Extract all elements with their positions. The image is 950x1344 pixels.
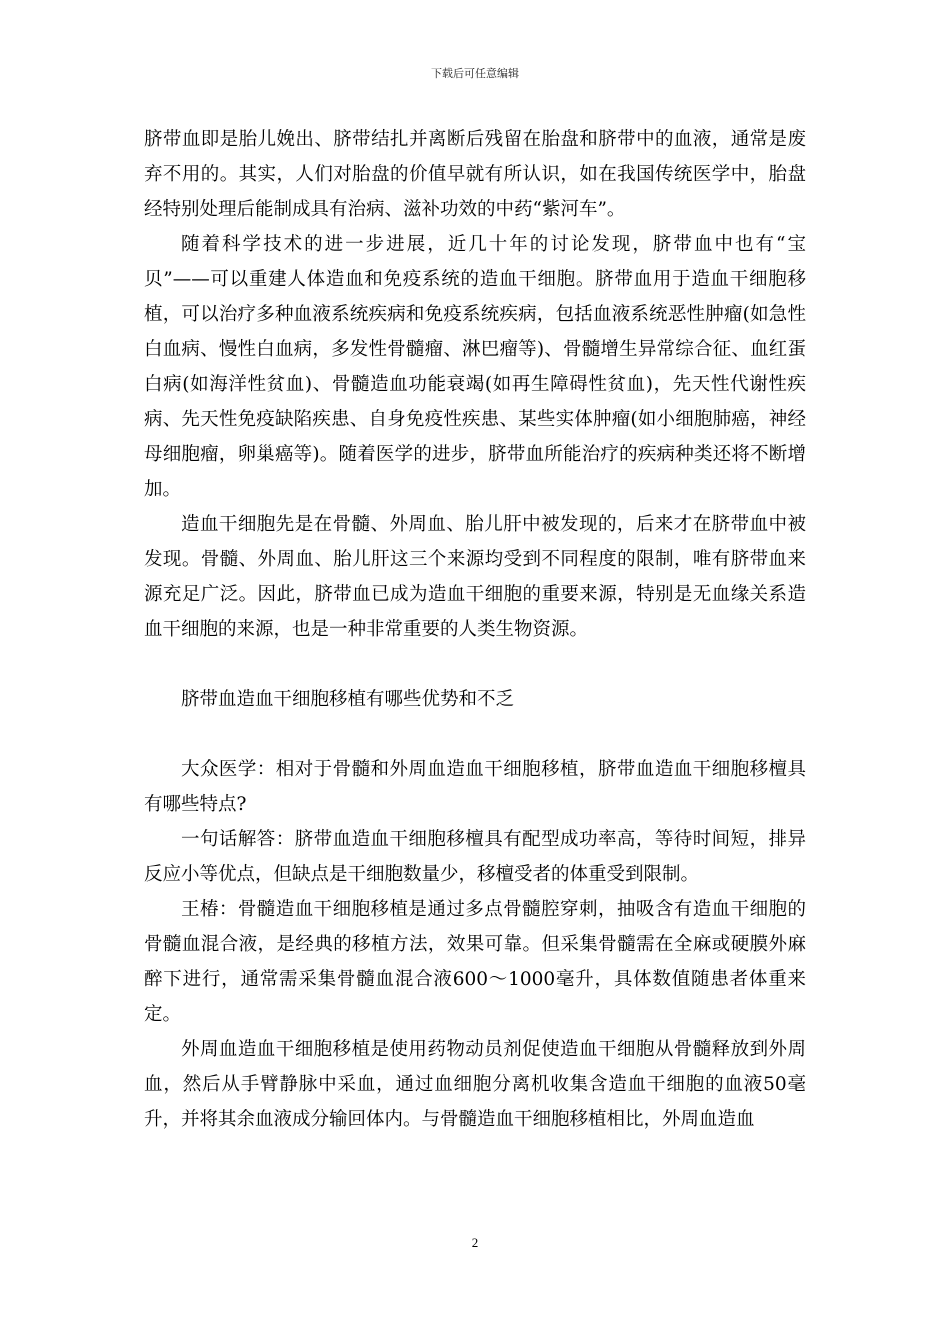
paragraph-stem-cell-treatment: 随着科学技术的进一步进展，近几十年的讨论发现，脐带血中也有“宝贝”——可以重建人体造血和免疫系统的造血干细胞。脐带血用于造血干细胞移植，可以治疗多种血液系统疾病和免疫系统疾病，包括血液系统恶性肿瘤(如急性白血病、慢性白血病，多发性骨髓瘤、淋巴瘤等)、骨髓增生异常综合征、血红蛋白病(如海洋性贫血)、骨髓造血功能衰竭(如再生障碍性贫血)，先天性代谢性疾病、先天性免疫缺陷疾患、自身免疫性疾患、某些实体肿瘤(如小细胞肺癌，神经母细胞瘤，卵巢癌等)。随着医学的进步，脐带血所能治疗的疾病种类还将不断增加。	[144, 234, 806, 500]
paragraph-peripheral-blood-transplant: 外周血造血干细胞移植是使用药物动员剂促使造血干细胞从骨髓释放到外周血，然后从手臂静脉中采血，通过血细胞分离机收集含造血干细胞的血液50毫升，并将其余血液成分输回体内。与骨髓造血干细胞移植相比，外周血造血	[144, 1039, 806, 1130]
section-heading: 脐带血造血干细胞移植有哪些优势和不乏	[181, 689, 515, 710]
page-header: 下载后可任意编辑	[431, 67, 519, 80]
paragraph-umbilical-blood-definition: 脐带血即是胎儿娩出、脐带结扎并离断后残留在胎盘和脐带中的血液，通常是废弃不用的。其实，人们对胎盘的价值早就有所认识，如在我国传统医学中，胎盘经特别处理后能制成具有治病、滋补功效的中药“紫河车”。	[144, 129, 806, 220]
paragraph-short-answer: 一句话解答：脐带血造血干细胞移檀具有配型成功率高，等待时间短，排异反应小等优点，但缺点是干细胞数量少，移檀受者的体重受到限制。	[144, 829, 806, 885]
paragraph-stem-cell-sources: 造血干细胞先是在骨髓、外周血、胎儿肝中被发现的，后来才在脐带血中被发现。骨髓、外周血、胎儿肝这三个来源均受到不同程度的限制，唯有脐带血来源充足广泛。因此，脐带血已成为造血干细胞的重要来源，特别是无血缘关系造血干细胞的来源，也是一种非常重要的人类生物资源。	[144, 514, 806, 640]
page-number: 2	[471, 1235, 479, 1250]
document-body	[144, 122, 806, 1137]
paragraph-bone-marrow-transplant: 王椿：骨髓造血干细胞移植是通过多点骨髓腔穿刺，抽吸含有造血干细胞的骨髓血混合液，是经典的移植方法，效果可靠。但采集骨髓需在全麻或硬膜外麻醉下进行，通常需采集骨髓血混合液600～1000毫升，具体数值随患者体重来定。	[144, 899, 806, 1025]
paragraph-question: 大众医学：相对于骨髓和外周血造血干细胞移植，脐带血造血干细胞移檀具有哪些特点?	[144, 759, 806, 815]
